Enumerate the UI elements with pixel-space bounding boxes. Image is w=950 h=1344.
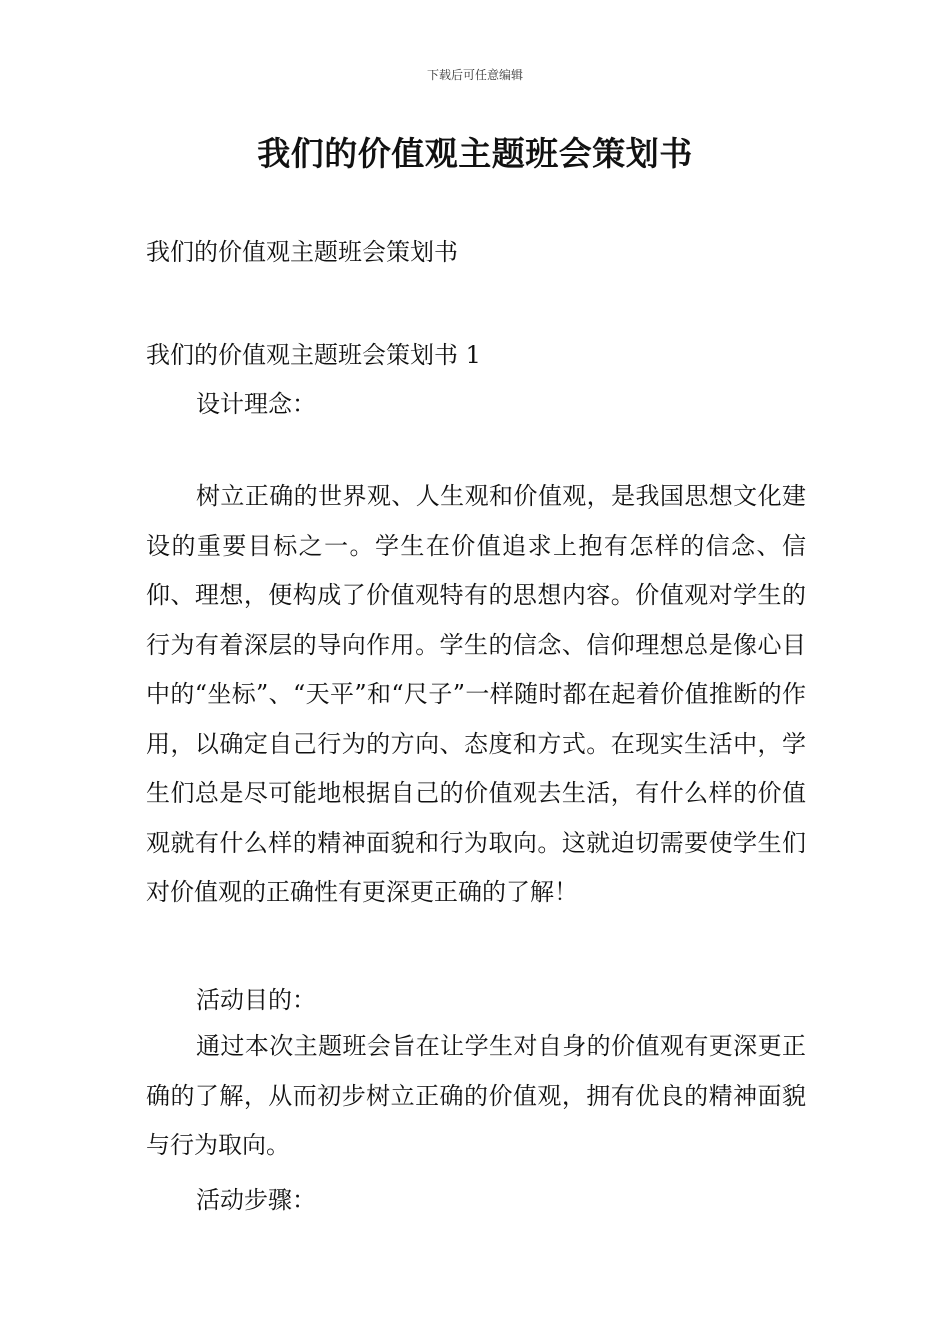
steps-label: 活动步骤： bbox=[196, 1186, 316, 1214]
header-note: 下载后可任意编辑 bbox=[426, 68, 523, 82]
goal-paragraph: 通过本次主题班会旨在让学生对自身的价值观有更深更正确的了解，从而初步树立正确的价值观，拥有优良的精神面貌与行为取向。 bbox=[146, 1032, 806, 1159]
section-heading: 我们的价值观主题班会策划书 1 bbox=[146, 341, 481, 369]
goal-label: 活动目的： bbox=[196, 986, 316, 1014]
subtitle: 我们的价值观主题班会策划书 bbox=[146, 238, 458, 266]
design-paragraph: 树立正确的世界观、人生观和价值观，是我国思想文化建设的重要目标之一。学生在价值追求上抱有怎样的信念、信仰、理想，便构成了价值观特有的思想内容。价值观对学生的行为有着深层的导向作用。学生的信念、信仰理想总是像心目中的“坐标”、“天平”和“尺子”一样随时都在起着价值推断的作用，以确定自己行为的方向、态度和方式。在现实生活中，学生们总是尽可能地根据自己的价值观去生活，有什么样的价值观就有什么样的精神面貌和行为取向。这就迫切需要使学生们对价值观的正确性有更深更正确的了解！ bbox=[146, 482, 806, 906]
document-title: 我们的价值观主题班会策划书 bbox=[257, 134, 693, 173]
design-label: 设计理念： bbox=[196, 390, 316, 418]
